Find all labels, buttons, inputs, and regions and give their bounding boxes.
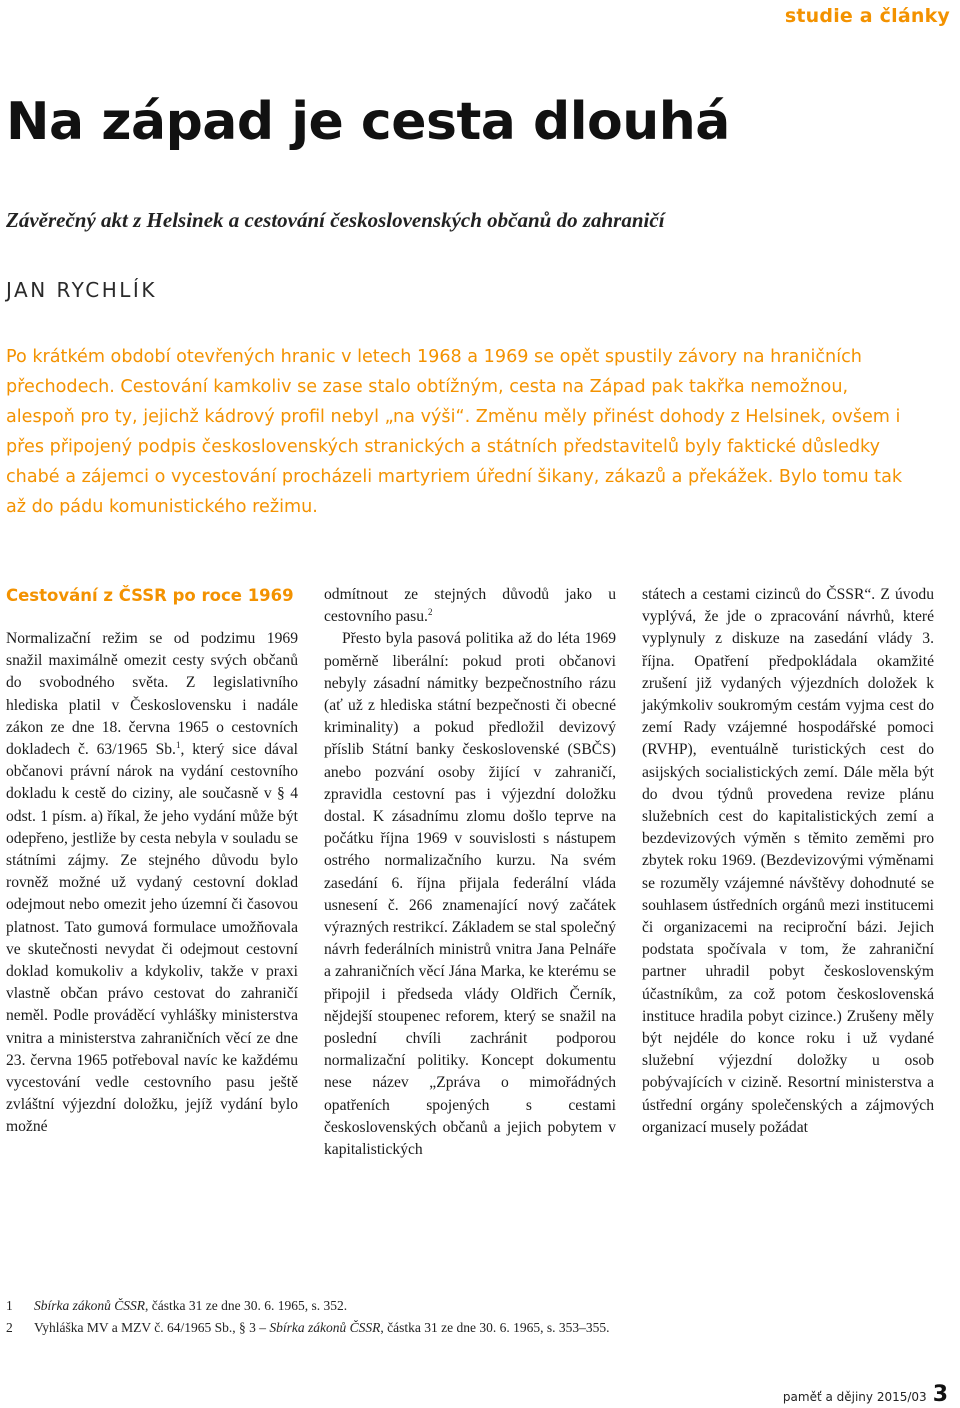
footnote-number: 1 <box>6 1298 13 1313</box>
lead-paragraph: Po krátkém období otevřených hranic v letech 1968 a 1969 se opět spustily závory na hraničních přechodech. Cestování kamkoliv se zase stalo obtížným, cesta na Západ pak takřka nemožnou, alespoň pro ty, jejichž kádrový profil nebyl „na výši“. Změnu měly přinést dohody z Helsinek, ovšem i přes připojený podpis československých stranických a státních představitelů byly faktické důsledky chabé a zájemci o vycestování procházeli martyriem úřední šikany, zákazů a překážek. Bylo tomu tak až do pádu komunistického režimu. <box>6 347 903 517</box>
column-2-paragraph-1 <box>324 584 616 628</box>
column-3-text: státech a cestami cizinců do ČSSR“. Z úvodu vyplývá, že jde o zpracování návrhů, které vyplynuly z diskuze na zasedání vlády 3. října. Opatření předpokládala okamžité zrušení již vydaných výjezdních doložek k jakýmkoliv soukromým cestám vyjma cest do zemí Rady vzájemné hospodářské pomoci (RVHP), eventuálně turistických cest do asijských socialistických zemí. Dále měla být do dvou týdnů provedena revize plánu služebních cest do kapitalistických zemí a bezdevizových výměn s těmito zeměmi pro zbytek roku 1969. (Bezdevizovými výměnami se rozuměly vzájemné návštěvy dohodnuté se souhlasem ústředních orgánů mezi institucemi či organizacemi na reciproční bázi. Jejich podstata spočívala v tom, že zahraniční partner uhradil pobyt československým účastníkům, za což potom československá instituce hradila pobyt cizince.) Zrušeny měly být nejdéle do konce roku i už vydané služební výjezdní doložky u osob pobývajících v cizině. Resortní ministerstva a ústřední orgány společenských a zájmových organizací musely požádat <box>642 586 934 1136</box>
section-heading: Cestování z ČSSR po roce 1969 <box>6 586 294 605</box>
footnote-source-italic: Sbírka zákonů ČSSR <box>269 1320 381 1335</box>
footnote-number: 2 <box>6 1320 13 1335</box>
column-2-paragraph-2: Přesto byla pasová politika až do léta 1969 poměrně liberální: pokud proti občanovi nebyly zásadní námitky bezpečnostního rázu (ať už z hlediska státní bezpečnosti či obecné kriminality) a pokud předložil devizový příslib Státní banky československé (SBČS) anebo pozvání osoby žijící v zahraničí, zpravidla cestovní pas i výjezdní doložku dostal. K zásadnímu zlomu došlo teprve na počátku října 1969 v souvislosti s nástupem ostrého normalizačního kurzu. Na svém zasedání 6. října přijala federální vláda usnesení č. 266 znamenající nový začátek výrazných restrikcí. Základem se stal společný návrh federálních ministrů vnitra Jana Pelnáře a zahraničních věcí Jána Marka, ke kterému se připojil i předseda vlády Oldřich Černík, nějdejší stoupenec reforem, který se snažil na poslední chvíli zachránit podporou normalizační politiky. Koncept dokumentu nese název „Zpráva o mimořádných opatřeních spojených s cestami československých občanů a jejich pobytem v kapitalistických <box>324 630 616 1159</box>
column-1-text <box>6 628 298 1139</box>
footnote-text <box>34 1295 347 1317</box>
footnote-text <box>34 1317 609 1339</box>
page-footer <box>783 1382 948 1407</box>
footnote-rest: , částka 31 ze dne 30. 6. 1965, s. 353–355. <box>380 1320 610 1335</box>
column-1-text-b: , který sice dával občanovi právní nárok na vydání cestovního dokladu k cestě do ciziny, ale současně v § 4 odst. 1 písm. a) říkal, že jeho vydání může být odepřeno, jestliže by cesta nebyla v souladu se státními zájmy. Ze stejného důvodu bylo rovněž možné už vydaný cestovní doklad odejmout nebo omezit jeho územní či časovou platnost. Tato gumová formulace umožňovala ve skutečnosti nevydat či odejmout cestovní doklad komukoliv a kdykoliv, takže v praxi vlastně občan právo cestovat do zahraničí neměl. Podle prováděcí vyhlášky ministerstva vnitra a ministerstva zahraničních věcí ze dne 23. června 1965 potřeboval navíc ke každému vycestování vedle cestovního pasu ještě zvláštní výjezdní doložku, jejíž vydání bylo možné <box>6 741 298 1136</box>
column-1-text-a: Normalizační režim se od podzimu 1969 snažil maximálně omezit cesty svých občanů do svobodného světa. Z legislativního hlediska platil v Československu i nadále zákon ze dne 18. června 1965 o cestovních dokladech č. 63/1965 Sb. <box>6 630 298 759</box>
column-2 <box>324 584 616 1161</box>
journal-name: paměť a dějiny 2015/03 <box>782 1390 927 1404</box>
column-3 <box>642 584 934 1139</box>
footnote-1 <box>6 1295 946 1317</box>
article-title: Na západ je cesta dlouhá <box>6 92 730 152</box>
footnotes <box>6 1295 946 1339</box>
footnote-rest: , částka 31 ze dne 30. 6. 1965, s. 352. <box>145 1298 348 1313</box>
footnote-ref-1: 1 <box>175 739 181 750</box>
author-name: JAN RYCHLÍK <box>6 278 157 302</box>
article-subtitle: Závěrečný akt z Helsinek a cestování československých občanů do zahraničí <box>6 208 665 232</box>
footnote-pre: Vyhláška MV a MZV č. 64/1965 Sb., § 3 – <box>34 1320 270 1335</box>
footnote-2 <box>6 1317 946 1339</box>
column-1 <box>6 584 298 1139</box>
footnote-source-italic: Sbírka zákonů ČSSR <box>34 1298 145 1313</box>
column-2-text-1: odmítnout ze stejných důvodů jako u cestovního pasu. <box>324 586 616 626</box>
section-tag: studie a články <box>784 5 950 27</box>
page-number: 3 <box>932 1382 948 1407</box>
footnote-ref-2: 2 <box>427 607 433 618</box>
